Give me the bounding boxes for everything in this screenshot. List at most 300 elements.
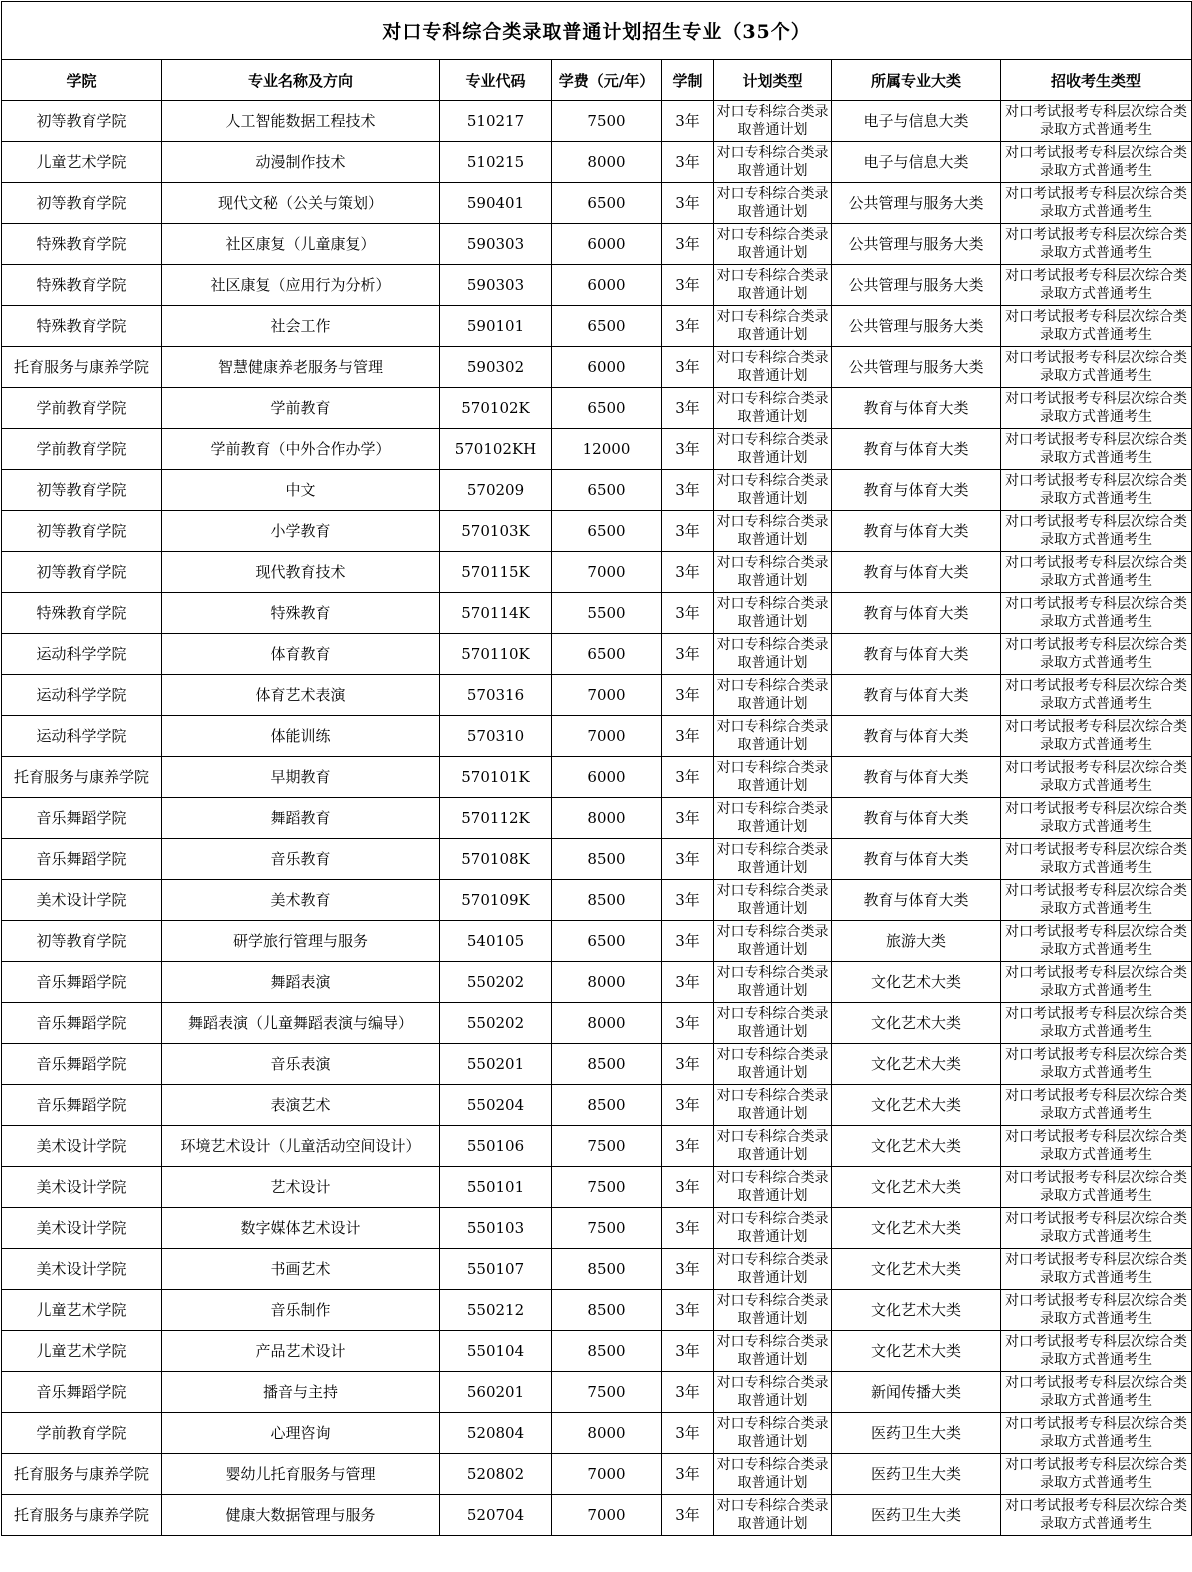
plan-type-cell: 对口专科综合类录取普通计划 — [714, 552, 832, 593]
major-cell: 社区康复（应用行为分析） — [162, 265, 440, 306]
code-cell: 550202 — [440, 962, 552, 1003]
college-cell: 托育服务与康养学院 — [2, 1454, 162, 1495]
fee-cell: 6500 — [552, 183, 662, 224]
student-type-cell: 对口考试报考专科层次综合类录取方式普通考生 — [1001, 429, 1192, 470]
duration-cell: 3年 — [662, 1085, 714, 1126]
code-cell: 590401 — [440, 183, 552, 224]
major-cell: 音乐制作 — [162, 1290, 440, 1331]
duration-cell: 3年 — [662, 1003, 714, 1044]
college-cell: 托育服务与康养学院 — [2, 347, 162, 388]
fee-cell: 6500 — [552, 634, 662, 675]
student-type-cell: 对口考试报考专科层次综合类录取方式普通考生 — [1001, 470, 1192, 511]
college-cell: 初等教育学院 — [2, 183, 162, 224]
duration-cell: 3年 — [662, 1126, 714, 1167]
code-cell: 570316 — [440, 675, 552, 716]
plan-type-cell: 对口专科综合类录取普通计划 — [714, 470, 832, 511]
category-cell: 教育与体育大类 — [832, 675, 1001, 716]
major-cell: 美术教育 — [162, 880, 440, 921]
duration-cell: 3年 — [662, 675, 714, 716]
duration-cell: 3年 — [662, 1290, 714, 1331]
header-major: 专业名称及方向 — [162, 60, 440, 101]
duration-cell: 3年 — [662, 1331, 714, 1372]
college-cell: 托育服务与康养学院 — [2, 757, 162, 798]
fee-cell: 6000 — [552, 265, 662, 306]
table-row — [2, 675, 1192, 716]
college-cell: 音乐舞蹈学院 — [2, 1003, 162, 1044]
plan-type-cell: 对口专科综合类录取普通计划 — [714, 1372, 832, 1413]
duration-cell: 3年 — [662, 962, 714, 1003]
table-row — [2, 1085, 1192, 1126]
plan-type-cell: 对口专科综合类录取普通计划 — [714, 1454, 832, 1495]
code-cell: 560201 — [440, 1372, 552, 1413]
plan-type-cell: 对口专科综合类录取普通计划 — [714, 675, 832, 716]
table-row — [2, 1167, 1192, 1208]
plan-type-cell: 对口专科综合类录取普通计划 — [714, 101, 832, 142]
college-cell: 托育服务与康养学院 — [2, 1495, 162, 1536]
fee-cell: 7000 — [552, 716, 662, 757]
major-cell: 舞蹈表演（儿童舞蹈表演与编导） — [162, 1003, 440, 1044]
code-cell: 590302 — [440, 347, 552, 388]
student-type-cell: 对口考试报考专科层次综合类录取方式普通考生 — [1001, 511, 1192, 552]
plan-type-cell: 对口专科综合类录取普通计划 — [714, 1290, 832, 1331]
table-row — [2, 183, 1192, 224]
category-cell: 教育与体育大类 — [832, 388, 1001, 429]
category-cell: 电子与信息大类 — [832, 101, 1001, 142]
plan-type-cell: 对口专科综合类录取普通计划 — [714, 1003, 832, 1044]
category-cell: 公共管理与服务大类 — [832, 306, 1001, 347]
student-type-cell: 对口考试报考专科层次综合类录取方式普通考生 — [1001, 1208, 1192, 1249]
category-cell: 教育与体育大类 — [832, 716, 1001, 757]
category-cell: 文化艺术大类 — [832, 1249, 1001, 1290]
code-cell: 520704 — [440, 1495, 552, 1536]
college-cell: 运动科学学院 — [2, 716, 162, 757]
code-cell: 520802 — [440, 1454, 552, 1495]
code-cell: 570101K — [440, 757, 552, 798]
category-cell: 医药卫生大类 — [832, 1495, 1001, 1536]
plan-type-cell: 对口专科综合类录取普通计划 — [714, 1044, 832, 1085]
duration-cell: 3年 — [662, 142, 714, 183]
fee-cell: 8000 — [552, 798, 662, 839]
college-cell: 美术设计学院 — [2, 1126, 162, 1167]
plan-type-cell: 对口专科综合类录取普通计划 — [714, 880, 832, 921]
table-row — [2, 634, 1192, 675]
admissions-table — [1, 1, 1192, 1536]
table-row — [2, 716, 1192, 757]
category-cell: 电子与信息大类 — [832, 142, 1001, 183]
code-cell: 550107 — [440, 1249, 552, 1290]
category-cell: 教育与体育大类 — [832, 798, 1001, 839]
fee-cell: 8000 — [552, 142, 662, 183]
code-cell: 550104 — [440, 1331, 552, 1372]
college-cell: 初等教育学院 — [2, 552, 162, 593]
duration-cell: 3年 — [662, 880, 714, 921]
major-cell: 现代教育技术 — [162, 552, 440, 593]
code-cell: 570110K — [440, 634, 552, 675]
duration-cell: 3年 — [662, 1167, 714, 1208]
plan-type-cell: 对口专科综合类录取普通计划 — [714, 1126, 832, 1167]
code-cell: 570103K — [440, 511, 552, 552]
major-cell: 动漫制作技术 — [162, 142, 440, 183]
college-cell: 初等教育学院 — [2, 470, 162, 511]
major-cell: 现代文秘（公关与策划） — [162, 183, 440, 224]
code-cell: 570102KH — [440, 429, 552, 470]
table-row — [2, 388, 1192, 429]
table-row — [2, 1290, 1192, 1331]
fee-cell: 6000 — [552, 224, 662, 265]
student-type-cell: 对口考试报考专科层次综合类录取方式普通考生 — [1001, 1044, 1192, 1085]
fee-cell: 7000 — [552, 552, 662, 593]
duration-cell: 3年 — [662, 634, 714, 675]
college-cell: 初等教育学院 — [2, 921, 162, 962]
category-cell: 文化艺术大类 — [832, 962, 1001, 1003]
duration-cell: 3年 — [662, 511, 714, 552]
category-cell: 教育与体育大类 — [832, 470, 1001, 511]
college-cell: 运动科学学院 — [2, 675, 162, 716]
college-cell: 美术设计学院 — [2, 880, 162, 921]
table-row — [2, 142, 1192, 183]
college-cell: 初等教育学院 — [2, 101, 162, 142]
category-cell: 文化艺术大类 — [832, 1003, 1001, 1044]
major-cell: 表演艺术 — [162, 1085, 440, 1126]
plan-type-cell: 对口专科综合类录取普通计划 — [714, 1208, 832, 1249]
code-cell: 570114K — [440, 593, 552, 634]
major-cell: 早期教育 — [162, 757, 440, 798]
category-cell: 文化艺术大类 — [832, 1331, 1001, 1372]
plan-type-cell: 对口专科综合类录取普通计划 — [714, 593, 832, 634]
code-cell: 550101 — [440, 1167, 552, 1208]
category-cell: 公共管理与服务大类 — [832, 224, 1001, 265]
category-cell: 教育与体育大类 — [832, 634, 1001, 675]
code-cell: 550202 — [440, 1003, 552, 1044]
major-cell: 智慧健康养老服务与管理 — [162, 347, 440, 388]
student-type-cell: 对口考试报考专科层次综合类录取方式普通考生 — [1001, 962, 1192, 1003]
category-cell: 文化艺术大类 — [832, 1167, 1001, 1208]
major-cell: 中文 — [162, 470, 440, 511]
fee-cell: 7000 — [552, 1495, 662, 1536]
plan-type-cell: 对口专科综合类录取普通计划 — [714, 1167, 832, 1208]
student-type-cell: 对口考试报考专科层次综合类录取方式普通考生 — [1001, 839, 1192, 880]
student-type-cell: 对口考试报考专科层次综合类录取方式普通考生 — [1001, 1413, 1192, 1454]
fee-cell: 5500 — [552, 593, 662, 634]
code-cell: 570102K — [440, 388, 552, 429]
major-cell: 人工智能数据工程技术 — [162, 101, 440, 142]
table-row — [2, 306, 1192, 347]
college-cell: 儿童艺术学院 — [2, 142, 162, 183]
duration-cell: 3年 — [662, 1454, 714, 1495]
code-cell: 510215 — [440, 142, 552, 183]
college-cell: 儿童艺术学院 — [2, 1290, 162, 1331]
plan-type-cell: 对口专科综合类录取普通计划 — [714, 798, 832, 839]
fee-cell: 7500 — [552, 1208, 662, 1249]
fee-cell: 8500 — [552, 1331, 662, 1372]
category-cell: 教育与体育大类 — [832, 757, 1001, 798]
code-cell: 590101 — [440, 306, 552, 347]
duration-cell: 3年 — [662, 306, 714, 347]
category-cell: 文化艺术大类 — [832, 1208, 1001, 1249]
major-cell: 环境艺术设计（儿童活动空间设计） — [162, 1126, 440, 1167]
table-row — [2, 511, 1192, 552]
major-cell: 小学教育 — [162, 511, 440, 552]
major-cell: 学前教育 — [162, 388, 440, 429]
student-type-cell: 对口考试报考专科层次综合类录取方式普通考生 — [1001, 880, 1192, 921]
student-type-cell: 对口考试报考专科层次综合类录取方式普通考生 — [1001, 1290, 1192, 1331]
college-cell: 美术设计学院 — [2, 1208, 162, 1249]
code-cell: 540105 — [440, 921, 552, 962]
duration-cell: 3年 — [662, 1208, 714, 1249]
category-cell: 医药卫生大类 — [832, 1413, 1001, 1454]
code-cell: 590303 — [440, 265, 552, 306]
code-cell: 520804 — [440, 1413, 552, 1454]
duration-cell: 3年 — [662, 921, 714, 962]
category-cell: 新闻传播大类 — [832, 1372, 1001, 1413]
plan-type-cell: 对口专科综合类录取普通计划 — [714, 265, 832, 306]
student-type-cell: 对口考试报考专科层次综合类录取方式普通考生 — [1001, 634, 1192, 675]
table-row — [2, 470, 1192, 511]
major-cell: 体能训练 — [162, 716, 440, 757]
code-cell: 550204 — [440, 1085, 552, 1126]
major-cell: 音乐教育 — [162, 839, 440, 880]
fee-cell: 6000 — [552, 757, 662, 798]
category-cell: 文化艺术大类 — [832, 1290, 1001, 1331]
header-college: 学院 — [2, 60, 162, 101]
student-type-cell: 对口考试报考专科层次综合类录取方式普通考生 — [1001, 1167, 1192, 1208]
plan-type-cell: 对口专科综合类录取普通计划 — [714, 511, 832, 552]
fee-cell: 7500 — [552, 1126, 662, 1167]
student-type-cell: 对口考试报考专科层次综合类录取方式普通考生 — [1001, 1003, 1192, 1044]
student-type-cell: 对口考试报考专科层次综合类录取方式普通考生 — [1001, 224, 1192, 265]
table-row — [2, 224, 1192, 265]
code-cell: 590303 — [440, 224, 552, 265]
duration-cell: 3年 — [662, 593, 714, 634]
fee-cell: 8500 — [552, 839, 662, 880]
table-header-row — [2, 60, 1192, 101]
student-type-cell: 对口考试报考专科层次综合类录取方式普通考生 — [1001, 1249, 1192, 1290]
college-cell: 学前教育学院 — [2, 1413, 162, 1454]
student-type-cell: 对口考试报考专科层次综合类录取方式普通考生 — [1001, 675, 1192, 716]
page-title: 对口专科综合类录取普通计划招生专业（35个） — [2, 2, 1192, 60]
category-cell: 文化艺术大类 — [832, 1085, 1001, 1126]
table-row — [2, 1413, 1192, 1454]
duration-cell: 3年 — [662, 798, 714, 839]
category-cell: 教育与体育大类 — [832, 511, 1001, 552]
table-row — [2, 1495, 1192, 1536]
table-row — [2, 1331, 1192, 1372]
duration-cell: 3年 — [662, 1044, 714, 1085]
header-fee: 学费（元/年） — [552, 60, 662, 101]
duration-cell: 3年 — [662, 1249, 714, 1290]
fee-cell: 6000 — [552, 347, 662, 388]
fee-cell: 7000 — [552, 1454, 662, 1495]
college-cell: 儿童艺术学院 — [2, 1331, 162, 1372]
duration-cell: 3年 — [662, 265, 714, 306]
major-cell: 艺术设计 — [162, 1167, 440, 1208]
table-row — [2, 552, 1192, 593]
duration-cell: 3年 — [662, 183, 714, 224]
duration-cell: 3年 — [662, 1495, 714, 1536]
student-type-cell: 对口考试报考专科层次综合类录取方式普通考生 — [1001, 265, 1192, 306]
table-row — [2, 757, 1192, 798]
fee-cell: 6500 — [552, 921, 662, 962]
major-cell: 健康大数据管理与服务 — [162, 1495, 440, 1536]
plan-type-cell: 对口专科综合类录取普通计划 — [714, 1495, 832, 1536]
plan-type-cell: 对口专科综合类录取普通计划 — [714, 388, 832, 429]
major-cell: 特殊教育 — [162, 593, 440, 634]
table-row — [2, 962, 1192, 1003]
fee-cell: 6500 — [552, 470, 662, 511]
code-cell: 550103 — [440, 1208, 552, 1249]
duration-cell: 3年 — [662, 347, 714, 388]
fee-cell: 8000 — [552, 1413, 662, 1454]
code-cell: 550201 — [440, 1044, 552, 1085]
major-cell: 学前教育（中外合作办学） — [162, 429, 440, 470]
plan-type-cell: 对口专科综合类录取普通计划 — [714, 1249, 832, 1290]
table-row — [2, 265, 1192, 306]
student-type-cell: 对口考试报考专科层次综合类录取方式普通考生 — [1001, 388, 1192, 429]
fee-cell: 7500 — [552, 1372, 662, 1413]
student-type-cell: 对口考试报考专科层次综合类录取方式普通考生 — [1001, 1495, 1192, 1536]
code-cell: 570115K — [440, 552, 552, 593]
plan-type-cell: 对口专科综合类录取普通计划 — [714, 224, 832, 265]
student-type-cell: 对口考试报考专科层次综合类录取方式普通考生 — [1001, 757, 1192, 798]
major-cell: 数字媒体艺术设计 — [162, 1208, 440, 1249]
table-row — [2, 921, 1192, 962]
fee-cell: 7500 — [552, 1167, 662, 1208]
duration-cell: 3年 — [662, 1372, 714, 1413]
table-row — [2, 347, 1192, 388]
code-cell: 570108K — [440, 839, 552, 880]
table-row — [2, 429, 1192, 470]
fee-cell: 6500 — [552, 511, 662, 552]
college-cell: 初等教育学院 — [2, 511, 162, 552]
plan-type-cell: 对口专科综合类录取普通计划 — [714, 634, 832, 675]
category-cell: 公共管理与服务大类 — [832, 183, 1001, 224]
college-cell: 音乐舞蹈学院 — [2, 1085, 162, 1126]
plan-type-cell: 对口专科综合类录取普通计划 — [714, 183, 832, 224]
major-cell: 舞蹈教育 — [162, 798, 440, 839]
duration-cell: 3年 — [662, 101, 714, 142]
code-cell: 570310 — [440, 716, 552, 757]
fee-cell: 8500 — [552, 1044, 662, 1085]
plan-type-cell: 对口专科综合类录取普通计划 — [714, 716, 832, 757]
plan-type-cell: 对口专科综合类录取普通计划 — [714, 1331, 832, 1372]
student-type-cell: 对口考试报考专科层次综合类录取方式普通考生 — [1001, 306, 1192, 347]
major-cell: 体育教育 — [162, 634, 440, 675]
category-cell: 公共管理与服务大类 — [832, 265, 1001, 306]
plan-type-cell: 对口专科综合类录取普通计划 — [714, 347, 832, 388]
fee-cell: 8500 — [552, 1290, 662, 1331]
header-category: 所属专业大类 — [832, 60, 1001, 101]
major-cell: 体育艺术表演 — [162, 675, 440, 716]
table-row — [2, 1372, 1192, 1413]
table-row — [2, 593, 1192, 634]
student-type-cell: 对口考试报考专科层次综合类录取方式普通考生 — [1001, 1372, 1192, 1413]
code-cell: 570112K — [440, 798, 552, 839]
header-student-type: 招收考生类型 — [1001, 60, 1192, 101]
category-cell: 文化艺术大类 — [832, 1126, 1001, 1167]
duration-cell: 3年 — [662, 716, 714, 757]
duration-cell: 3年 — [662, 429, 714, 470]
category-cell: 教育与体育大类 — [832, 593, 1001, 634]
student-type-cell: 对口考试报考专科层次综合类录取方式普通考生 — [1001, 1085, 1192, 1126]
student-type-cell: 对口考试报考专科层次综合类录取方式普通考生 — [1001, 552, 1192, 593]
duration-cell: 3年 — [662, 552, 714, 593]
code-cell: 570109K — [440, 880, 552, 921]
college-cell: 特殊教育学院 — [2, 306, 162, 347]
fee-cell: 8000 — [552, 962, 662, 1003]
college-cell: 音乐舞蹈学院 — [2, 962, 162, 1003]
category-cell: 文化艺术大类 — [832, 1044, 1001, 1085]
plan-type-cell: 对口专科综合类录取普通计划 — [714, 757, 832, 798]
college-cell: 特殊教育学院 — [2, 224, 162, 265]
major-cell: 社会工作 — [162, 306, 440, 347]
category-cell: 公共管理与服务大类 — [832, 347, 1001, 388]
college-cell: 音乐舞蹈学院 — [2, 1372, 162, 1413]
table-row — [2, 1044, 1192, 1085]
college-cell: 运动科学学院 — [2, 634, 162, 675]
student-type-cell: 对口考试报考专科层次综合类录取方式普通考生 — [1001, 101, 1192, 142]
major-cell: 社区康复（儿童康复） — [162, 224, 440, 265]
major-cell: 舞蹈表演 — [162, 962, 440, 1003]
fee-cell: 8500 — [552, 1249, 662, 1290]
college-cell: 美术设计学院 — [2, 1249, 162, 1290]
header-duration: 学制 — [662, 60, 714, 101]
table-row — [2, 1208, 1192, 1249]
fee-cell: 7000 — [552, 675, 662, 716]
category-cell: 教育与体育大类 — [832, 552, 1001, 593]
major-cell: 婴幼儿托育服务与管理 — [162, 1454, 440, 1495]
plan-type-cell: 对口专科综合类录取普通计划 — [714, 839, 832, 880]
major-cell: 产品艺术设计 — [162, 1331, 440, 1372]
student-type-cell: 对口考试报考专科层次综合类录取方式普通考生 — [1001, 183, 1192, 224]
student-type-cell: 对口考试报考专科层次综合类录取方式普通考生 — [1001, 798, 1192, 839]
duration-cell: 3年 — [662, 388, 714, 429]
category-cell: 医药卫生大类 — [832, 1454, 1001, 1495]
table-row — [2, 1126, 1192, 1167]
table-row — [2, 798, 1192, 839]
college-cell: 音乐舞蹈学院 — [2, 1044, 162, 1085]
major-cell: 心理咨询 — [162, 1413, 440, 1454]
student-type-cell: 对口考试报考专科层次综合类录取方式普通考生 — [1001, 921, 1192, 962]
student-type-cell: 对口考试报考专科层次综合类录取方式普通考生 — [1001, 716, 1192, 757]
category-cell: 教育与体育大类 — [832, 880, 1001, 921]
college-cell: 学前教育学院 — [2, 388, 162, 429]
code-cell: 510217 — [440, 101, 552, 142]
plan-type-cell: 对口专科综合类录取普通计划 — [714, 1085, 832, 1126]
duration-cell: 3年 — [662, 757, 714, 798]
category-cell: 教育与体育大类 — [832, 839, 1001, 880]
duration-cell: 3年 — [662, 470, 714, 511]
college-cell: 音乐舞蹈学院 — [2, 798, 162, 839]
plan-type-cell: 对口专科综合类录取普通计划 — [714, 429, 832, 470]
college-cell: 特殊教育学院 — [2, 265, 162, 306]
header-plan-type: 计划类型 — [714, 60, 832, 101]
category-cell: 旅游大类 — [832, 921, 1001, 962]
major-cell: 音乐表演 — [162, 1044, 440, 1085]
plan-type-cell: 对口专科综合类录取普通计划 — [714, 921, 832, 962]
code-cell: 550106 — [440, 1126, 552, 1167]
college-cell: 美术设计学院 — [2, 1167, 162, 1208]
student-type-cell: 对口考试报考专科层次综合类录取方式普通考生 — [1001, 1331, 1192, 1372]
code-cell: 570209 — [440, 470, 552, 511]
fee-cell: 8000 — [552, 1003, 662, 1044]
fee-cell: 8500 — [552, 880, 662, 921]
student-type-cell: 对口考试报考专科层次综合类录取方式普通考生 — [1001, 142, 1192, 183]
table-row — [2, 1249, 1192, 1290]
header-code: 专业代码 — [440, 60, 552, 101]
major-cell: 书画艺术 — [162, 1249, 440, 1290]
code-cell: 550212 — [440, 1290, 552, 1331]
table-row — [2, 1454, 1192, 1495]
